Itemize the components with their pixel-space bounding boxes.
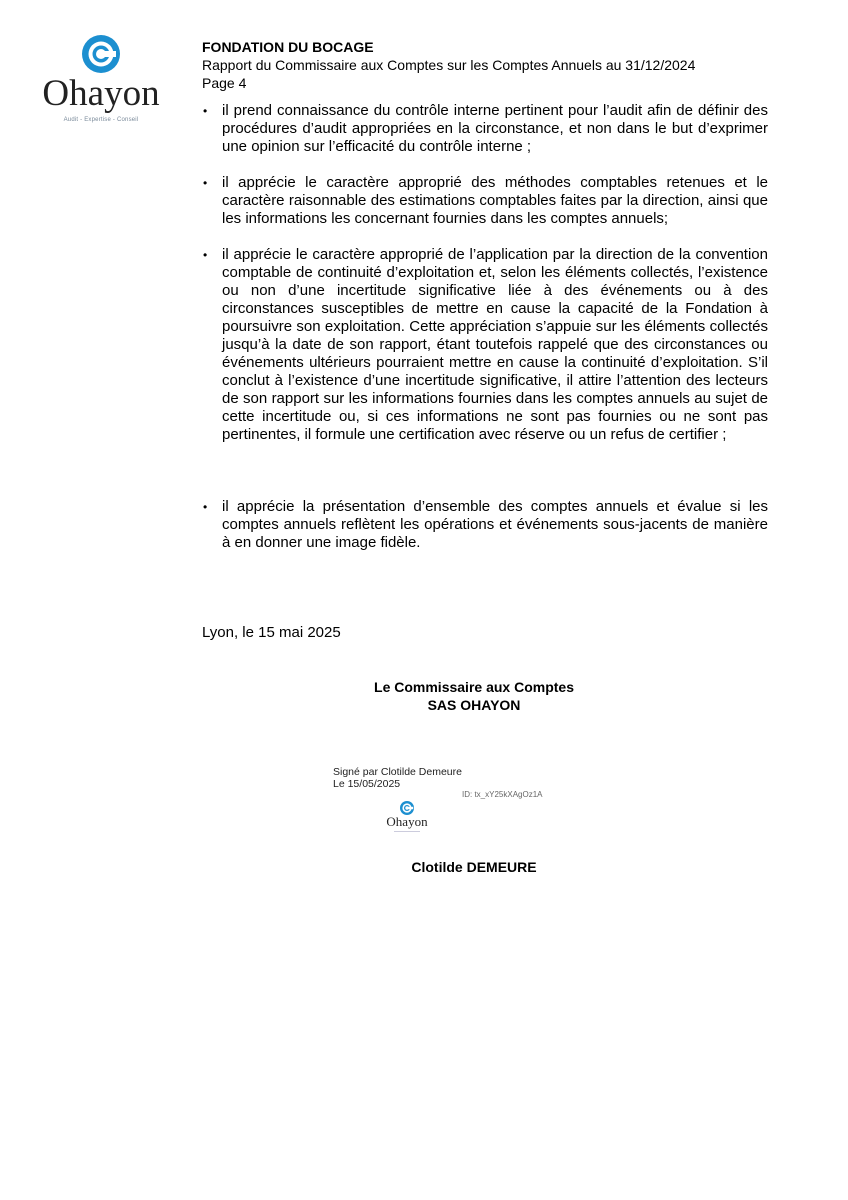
bullet-icon: •	[203, 248, 208, 262]
stamp-underline	[394, 831, 420, 832]
bullet-text: il apprécie le caractère approprié de l’application par la direction de la convention comptable de continuité d’exploitation et, selon les éléments collectés, l’existence ou non d’une incertitude significative liée à des événements ou à des circonstances susceptibles de mettre en cause la capacité de la Fondation à poursuivre son exploitation. Cette appréciation s’appuie sur les éléments collectés jusqu’à la date de son rapport, étant toutefois rappelé que des circonstances ou événements ultérieurs pourraient mettre en cause la continuité d’exploitation. S’il conclut à l’existence d’une incertitude significative, il attire l’attention des lecteurs de son rapport sur les informations fournies dans les comptes annuels au sujet de cette incertitude ou, si ces informations ne sont pas fournies ou ne sont pas pertinentes, il formule une certification avec réserve ou un refus de certifier ;	[222, 246, 768, 443]
signer-name: Clotilde DEMEURE	[411, 859, 537, 875]
logo-tagline: Audit - Expertise - Conseil	[63, 117, 139, 123]
bullet-item	[202, 102, 768, 156]
signed-date: Le 15/05/2025	[333, 778, 401, 790]
bullet-text: il prend connaissance du contrôle interne pertinent pour l’audit afin de définir des procédures d’audit appropriées en la circonstance, et non dans le but d’exprimer une opinion sur l’efficacité du contrôle interne ;	[222, 102, 768, 155]
bullet-icon: •	[203, 104, 208, 118]
bullet-icon: •	[203, 176, 208, 190]
bullet-text: il apprécie le caractère approprié des méthodes comptables retenues et le caractère raisonnable des estimations comptables faites par la direction, ainsi que les informations les concernant fournies dans les comptes annuels;	[222, 174, 768, 227]
ohayon-c-ring-icon	[38, 34, 164, 74]
signatory-role: Le Commissaire aux Comptes	[374, 679, 574, 695]
signature-id: ID: tx_xY25kXAgOz1A	[462, 790, 543, 799]
page-number: Page 4	[202, 75, 247, 91]
organization-name: FONDATION DU BOCAGE	[202, 39, 374, 55]
logo-wordmark: Ohayon	[42, 73, 160, 114]
signed-by: Signé par Clotilde Demeure	[333, 766, 462, 778]
signatory-firm: SAS OHAYON	[427, 697, 521, 713]
bullet-item	[202, 174, 768, 228]
company-logo	[38, 34, 164, 126]
bullet-item	[202, 498, 768, 552]
bullet-item	[202, 246, 768, 444]
signature-block	[294, 678, 654, 714]
place-and-date: Lyon, le 15 mai 2025	[202, 624, 341, 641]
signature-stamp-logo	[382, 800, 432, 836]
digital-signature	[333, 766, 462, 790]
document-header	[202, 38, 802, 92]
bullet-text: il apprécie la présentation d’ensemble des comptes annuels et évalue si les comptes annuels reflètent les opérations et événements sous-jacents de manière à en donner une image fidèle.	[222, 498, 768, 551]
stamp-wordmark: Ohayon	[386, 814, 428, 829]
bullet-icon: •	[203, 500, 208, 514]
report-title: Rapport du Commissaire aux Comptes sur les Comptes Annuels au 31/12/2024	[202, 57, 696, 73]
